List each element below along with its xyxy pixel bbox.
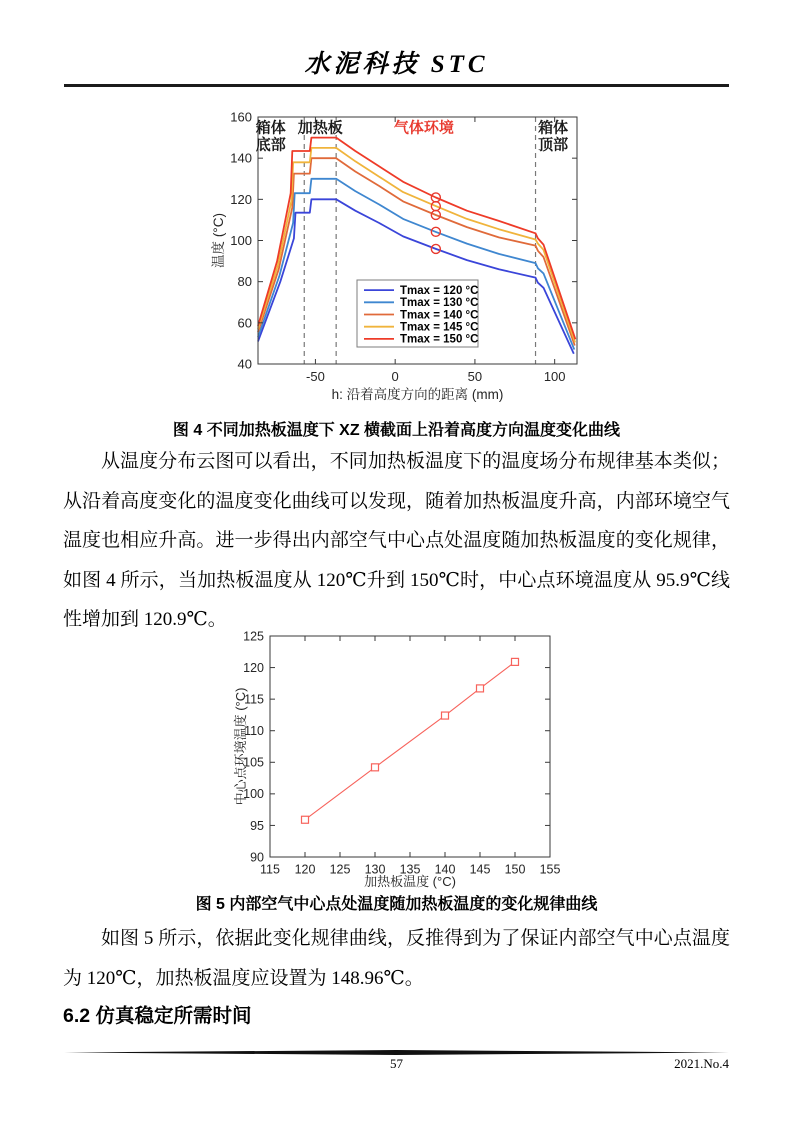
section-heading: 6.2 仿真稳定所需时间 (63, 1005, 252, 1027)
data-point-marker (372, 764, 379, 771)
text-line: 从温度分布云图可以看出，不同加热板温度下的温度场分布规律基本类似； (101, 451, 730, 472)
svg-text:140: 140 (434, 862, 456, 877)
legend-entry: Tmax = 140 °C (400, 309, 479, 322)
issue-label: 2021.No.4 (674, 1056, 729, 1071)
center-point-markers (431, 193, 440, 253)
svg-text:40: 40 (237, 356, 252, 372)
svg-text:90: 90 (250, 850, 264, 865)
data-point-marker (442, 712, 449, 719)
axis-labels (233, 688, 456, 889)
legend-entry: Tmax = 150 °C (400, 333, 479, 346)
svg-text:110: 110 (244, 724, 264, 739)
footer-rule (64, 1050, 729, 1055)
svg-text:-50: -50 (306, 369, 325, 384)
x-axis-label: 加热板温度 (°C) (364, 874, 456, 889)
svg-text:140: 140 (230, 150, 252, 166)
annotation: 加热板 (297, 120, 343, 137)
text-line: 温度也相应升高。进一步得出内部空气中心点处温度随加热板温度的变化规律， (63, 530, 730, 551)
text-line: 从沿着高度变化的温度变化曲线可以发现，随着加热板温度升高，内部环境空气 (63, 490, 730, 512)
figure4-line-chart (209, 104, 609, 414)
legend-entry: Tmax = 120 °C (400, 284, 479, 297)
svg-text:50: 50 (467, 369, 483, 384)
text-line: 性增加到 120.9℃。 (63, 609, 227, 630)
svg-text:120: 120 (243, 660, 264, 675)
data-point-marker (302, 816, 309, 823)
annotation: 气体环境 (393, 120, 454, 137)
svg-text:115: 115 (244, 692, 264, 707)
x-axis-label: h: 沿着高度方向的距离 (mm) (331, 387, 504, 402)
svg-text:145: 145 (469, 862, 491, 877)
figure5-caption: 图 5 内部空气中心点处温度随加热板温度的变化规律曲线 (195, 896, 598, 913)
svg-text:125: 125 (243, 629, 264, 644)
svg-text:130: 130 (364, 862, 386, 877)
data-point-marker (477, 685, 484, 692)
page-number: 57 (390, 1056, 403, 1071)
svg-text:100: 100 (243, 787, 264, 802)
text-line: 如图 5 所示，依据此变化规律曲线，反推得到为了保证内部空气中心点温度 (101, 928, 730, 949)
svg-text:60: 60 (237, 315, 252, 331)
journal-title: 水泥科技 STC (304, 51, 489, 78)
body-paragraph-1 (63, 442, 730, 640)
y-axis-label: 中心点环境温度 (°C) (233, 687, 248, 806)
y-axis-label: 温度 (°C) (211, 213, 226, 268)
svg-text:100: 100 (230, 233, 252, 249)
data-point-marker (512, 658, 519, 665)
text-line: 如图 4 所示，当加热板温度从 120℃升到 150℃时，中心点环境温度从 95.9℃线 (63, 569, 730, 591)
svg-text:155: 155 (539, 862, 561, 877)
annotation: 箱体底部 (255, 120, 286, 154)
text-line: 为 120℃，加热板温度应设置为 148.96℃。 (63, 967, 424, 989)
axes (243, 629, 560, 876)
figure5-line-chart (233, 622, 563, 892)
legend-entry: Tmax = 130 °C (400, 297, 479, 310)
annotations (256, 118, 568, 153)
svg-text:150: 150 (504, 862, 526, 877)
annotation: 箱体顶部 (538, 120, 569, 154)
series-0 (302, 658, 519, 823)
header-rule (64, 84, 729, 87)
body-paragraph-2 (63, 919, 730, 998)
svg-text:160: 160 (230, 109, 252, 125)
svg-text:95: 95 (250, 818, 264, 833)
figure4-caption: 图 4 不同加热板温度下 XZ 横截面上沿着高度方向温度变化曲线 (172, 422, 621, 439)
svg-text:0: 0 (391, 369, 399, 384)
svg-text:135: 135 (399, 862, 421, 877)
svg-text:100: 100 (543, 369, 566, 384)
legend-entry: Tmax = 145 °C (400, 321, 479, 334)
svg-text:120: 120 (294, 862, 316, 877)
svg-text:115: 115 (260, 862, 280, 877)
svg-text:125: 125 (329, 862, 351, 877)
svg-text:80: 80 (237, 274, 252, 290)
footer-rule-shape (64, 1050, 729, 1055)
svg-text:105: 105 (243, 755, 264, 770)
svg-text:120: 120 (230, 191, 252, 207)
legend (357, 280, 478, 347)
